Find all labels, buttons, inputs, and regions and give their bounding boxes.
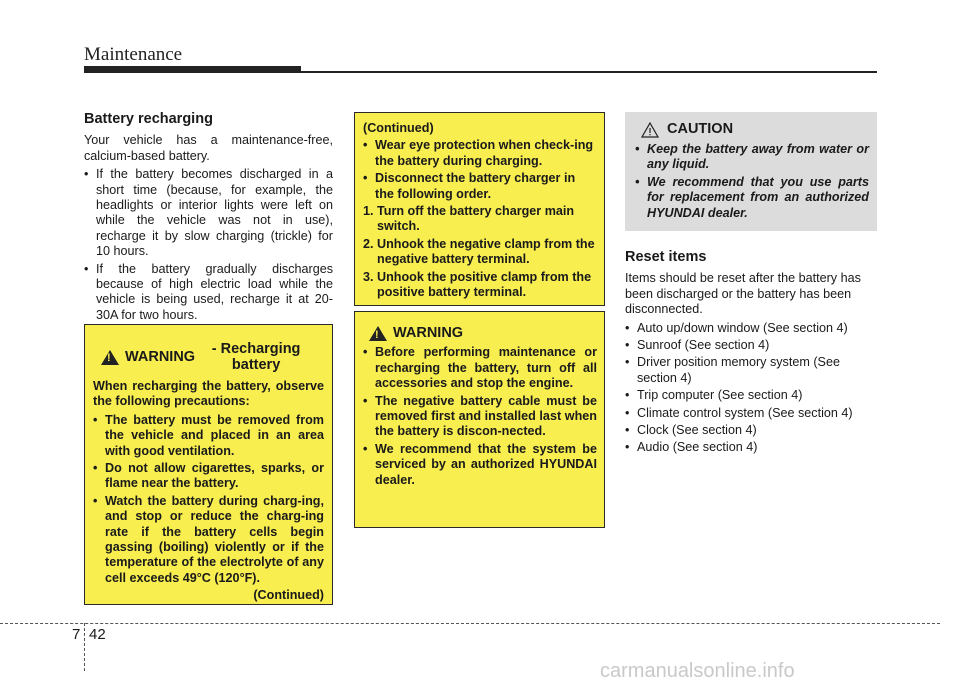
warning-recharging-intro: When recharging the battery, observe the following precautions: xyxy=(93,379,324,409)
reset-items-section xyxy=(625,250,877,458)
caution-header xyxy=(641,122,869,138)
list-item: • Audio (See section 4) xyxy=(625,440,877,455)
step-text: Unhook the positive clamp from the positive battery terminal. xyxy=(377,269,592,300)
reset-items-intro: Items should be reset after the battery has been discharged or the battery has been disconnected. xyxy=(625,271,861,317)
page-number: 42 xyxy=(89,626,106,643)
battery-recharging-section xyxy=(84,112,333,325)
continued-note: (Continued) xyxy=(253,588,324,603)
page-header-title: Maintenance xyxy=(84,44,183,65)
step-number: 3. xyxy=(363,269,374,284)
caution-triangle-icon xyxy=(641,122,659,138)
warning-box xyxy=(354,311,605,528)
battery-recharging-list xyxy=(84,167,333,323)
list-item: • Sunroof (See section 4) xyxy=(625,338,877,353)
step-text: Unhook the negative clamp from the negative battery terminal. xyxy=(377,236,595,267)
footer-tick xyxy=(84,623,85,671)
step-item xyxy=(363,237,597,268)
list-item: • Driver position memory system (See section 4) xyxy=(625,355,877,386)
warning-label: WARNING xyxy=(125,349,196,365)
header-rule xyxy=(301,71,877,73)
continued-label: (Continued) xyxy=(363,121,434,135)
warning-box-list xyxy=(363,345,597,488)
list-item: • Disconnect the battery charger in the following order. xyxy=(363,171,597,202)
list-item: • If the battery becomes discharged in a short time (because, for example, the headlights or interior lights were left on while the vehicle was not in use), recharge it by slow charging (trickle) for 10 hours. xyxy=(84,167,333,259)
warning-subtitle: - Recharging battery xyxy=(211,341,301,373)
warning-triangle-icon xyxy=(101,350,119,365)
step-item xyxy=(363,204,597,235)
reset-items-list xyxy=(625,321,877,456)
caution-list xyxy=(635,142,869,221)
step-item xyxy=(363,270,597,301)
battery-recharging-intro: Your vehicle has a maintenance-free, calcium-based battery. xyxy=(84,133,333,163)
list-item: • Before performing maintenance or recharging the battery, turn off all accessories and stop the engine. xyxy=(363,345,597,391)
list-item: • Climate control system (See section 4) xyxy=(625,406,877,421)
warning-recharging-box xyxy=(84,324,333,605)
warning-recharging-header xyxy=(101,341,324,373)
list-item: • Trip computer (See section 4) xyxy=(625,388,877,403)
continued-box xyxy=(354,112,605,306)
header-bar xyxy=(84,66,301,73)
continued-list xyxy=(363,138,597,202)
footer-divider xyxy=(0,623,940,624)
list-item: • We recommend that you use parts for replacement from an authorized HYUNDAI dealer. xyxy=(635,175,869,221)
caution-label: CAUTION xyxy=(667,121,734,138)
warning-box-header xyxy=(369,326,597,341)
disconnect-steps xyxy=(363,204,597,300)
list-item: • Auto up/down window (See section 4) xyxy=(625,321,877,336)
warning-recharging-list xyxy=(93,413,324,586)
list-item: • Clock (See section 4) xyxy=(625,423,877,438)
list-item: • The battery must be removed from the vehicle and placed in an area with good ventilation. xyxy=(93,413,324,459)
caution-box xyxy=(625,112,877,231)
list-item: • The negative battery cable must be removed first and installed last when the battery is discon-nected. xyxy=(363,394,597,440)
warning-label: WARNING xyxy=(393,325,464,341)
step-number: 2. xyxy=(363,236,374,251)
list-item: • We recommend that the system be serviced by an authorized HYUNDAI dealer. xyxy=(363,442,597,488)
chapter-number: 7 xyxy=(72,626,81,643)
warning-triangle-icon xyxy=(369,326,387,341)
reset-items-heading: Reset items xyxy=(625,249,707,265)
list-item: • Do not allow cigarettes, sparks, or flame near the battery. xyxy=(93,461,324,492)
list-item: • Watch the battery during charg-ing, and stop or reduce the charg-ing rate if the battery cells begin gassing (boiling) violently or if the temperature of the electrolyte of any cell exceeds 49°C (120°F). xyxy=(93,494,324,586)
step-text: Turn off the battery charger main switch. xyxy=(377,204,575,234)
step-number: 1. xyxy=(363,204,374,219)
list-item: • Wear eye protection when check-ing the battery during charging. xyxy=(363,138,597,169)
list-item: • If the battery gradually discharges because of high electric load while the vehicle is being used, recharge it at 20-30A for two hours. xyxy=(84,262,333,324)
battery-recharging-heading: Battery recharging xyxy=(84,111,213,127)
list-item: • Keep the battery away from water or any liquid. xyxy=(635,142,869,173)
watermark: carmanualsonline.info xyxy=(600,660,795,682)
